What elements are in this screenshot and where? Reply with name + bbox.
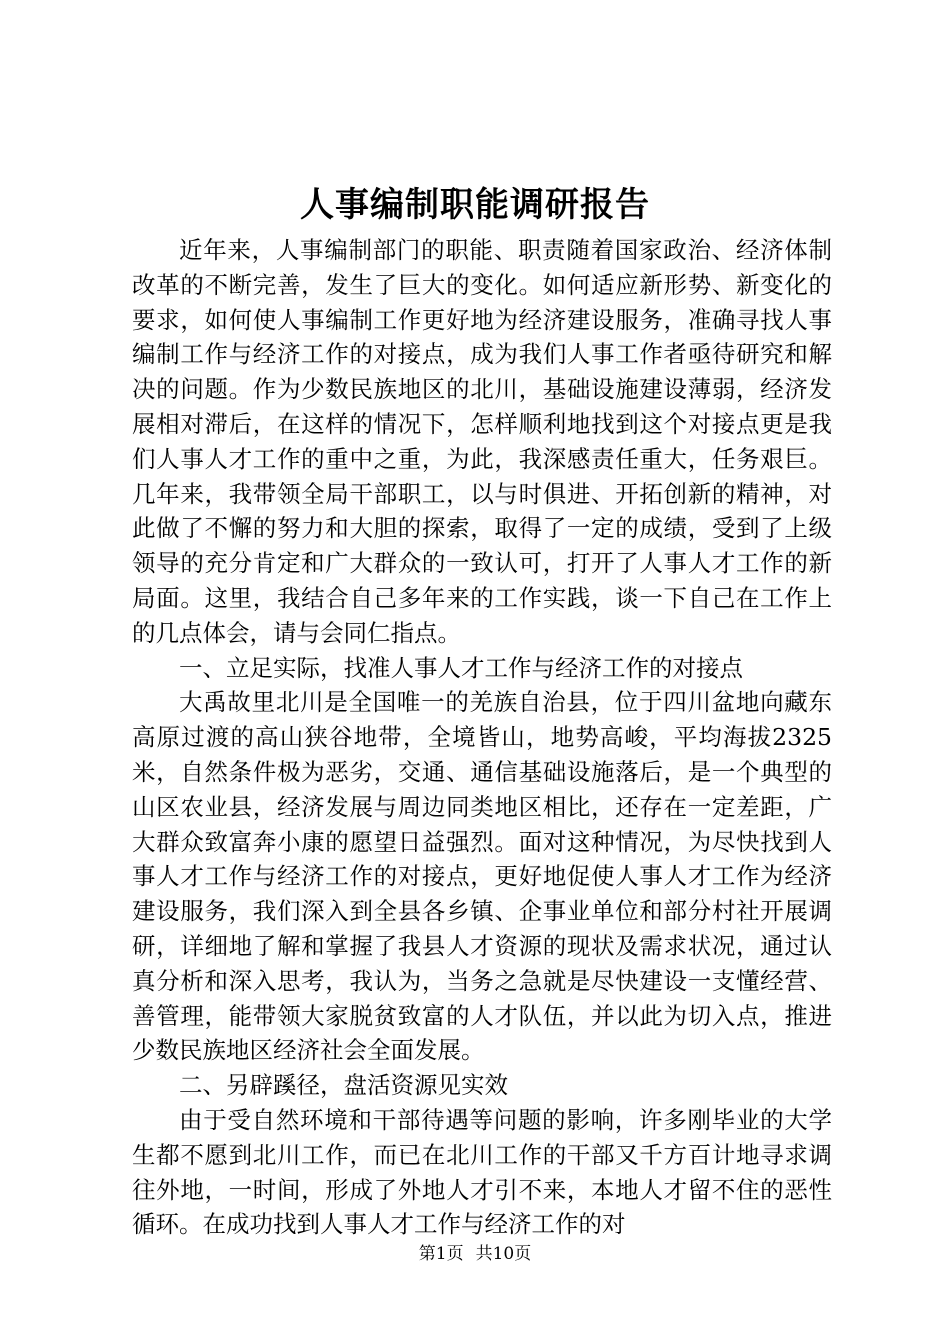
document-body (132, 233, 832, 1242)
paragraph-intro: 近年来，人事编制部门的职能、职责随着国家政治、经济体制改革的不断完善，发生了巨大的变化。如何适应新形势、新变化的要求，如何使人事编制工作更好地为经济建设服务，准确寻找人事编制工作与经济工作的对接点，成为我们人事工作者亟待研究和解决的问题。作为少数民族地区的北川，基础设施建设薄弱，经济发展相对滞后，在这样的情况下，怎样顺利地找到这个对接点更是我们人事人才工作的重中之重，为此，我深感责任重大，任务艰巨。几年来，我带领全局干部职工，以与时俱进、开拓创新的精神，对此做了不懈的努力和大胆的探索，取得了一定的成绩，受到了上级领导的充分肯定和广大群众的一致认可，打开了人事人才工作的新局面。这里，我结合自己多年来的工作实践，谈一下自己在工作上的几点体会，请与会同仁指点。 (132, 236, 832, 647)
paragraph-section-2: 由于受自然环境和干部待遇等问题的影响，许多刚毕业的大学生都不愿到北川工作，而已在北川工作的干部又千方百计地寻求调往外地，一时间，形成了外地人才引不来，本地人才留不住的恶性循环。在成功找到人事人才工作与经济工作的对 (132, 1105, 832, 1239)
page-footer (0, 1242, 950, 1266)
page-number: 第1页 (418, 1244, 464, 1264)
paragraph-section-1: 大禹故里北川是全国唯一的羌族自治县，位于四川盆地向藏东高原过渡的高山狭谷地带，全境皆山，地势高峻，平均海拔2325米，自然条件极为恶劣，交通、通信基础设施落后，是一个典型的山区农业县，经济发展与周边同类地区相比，还存在一定差距，广大群众致富奔小康的愿望日益强烈。面对这种情况，为尽快找到人事人才工作与经济工作的对接点，更好地促使人事人才工作为经济建设服务，我们深入到全县各乡镇、企事业单位和部分村社开展调研，详细地了解和掌握了我县人才资源的现状及需求状况，通过认真分析和深入思考，我认为，当务之急就是尽快建设一支懂经营、善管理，能带领大家脱贫致富的人才队伍，并以此为切入点，推进少数民族地区经济社会全面发展。 (132, 688, 832, 1065)
document-title: 人事编制职能调研报告 (300, 185, 650, 225)
section-heading-2: 二、另辟蹊径，盘活资源见实效 (179, 1071, 508, 1100)
section-heading-1: 一、立足实际，找准人事人才工作与经济工作的对接点 (179, 653, 743, 682)
page-total: 共10页 (475, 1244, 532, 1264)
